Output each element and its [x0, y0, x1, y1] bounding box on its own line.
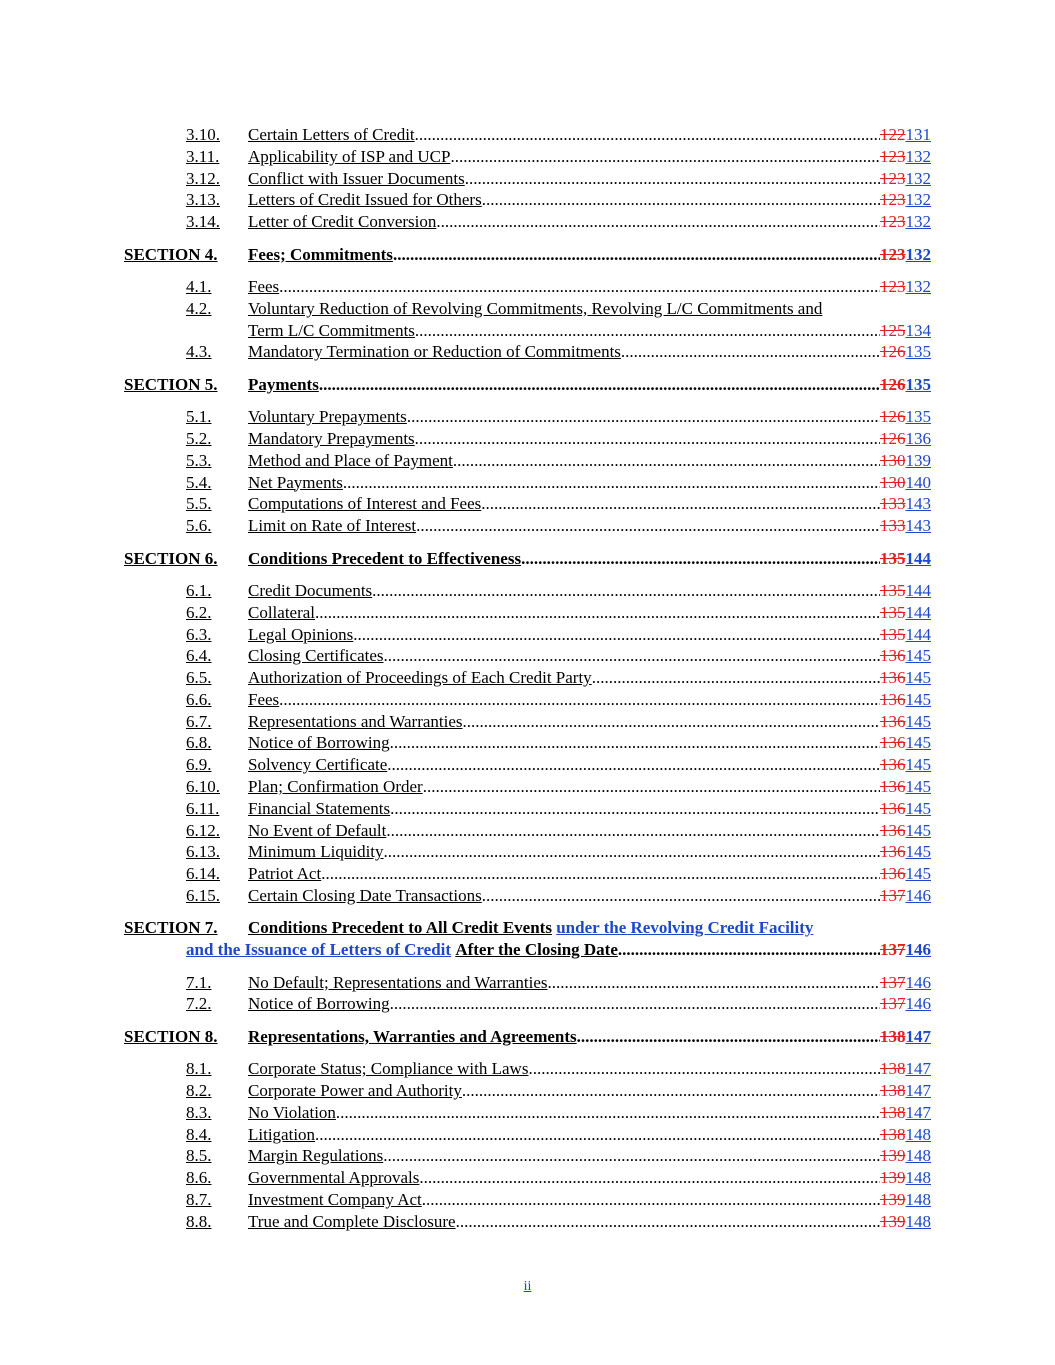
old-page-number: 136: [880, 711, 906, 731]
toc-entry[interactable]: [0, 580, 1055, 602]
entry-title[interactable]: Term L/C Commitments: [248, 320, 415, 340]
old-page-number: 136: [880, 689, 906, 709]
entry-number: 6.7.: [186, 711, 212, 731]
old-page-number: 133: [880, 494, 906, 514]
new-page-number[interactable]: 145: [905, 646, 931, 666]
new-page-number[interactable]: 134: [905, 320, 931, 340]
new-page-number[interactable]: 145: [905, 820, 931, 840]
entry-number: 6.15.: [186, 886, 220, 906]
toc-entry[interactable]: [0, 1167, 1055, 1189]
toc-entry[interactable]: [0, 776, 1055, 798]
new-page-number[interactable]: 146: [905, 994, 931, 1014]
entry-number: 3.12.: [186, 168, 220, 188]
new-page-number[interactable]: 145: [905, 668, 931, 688]
old-page-number: 133: [880, 516, 906, 536]
new-page-number[interactable]: 148: [905, 1190, 931, 1209]
entry-title[interactable]: Investment Company Act: [248, 1190, 422, 1209]
entry-number: 6.1.: [186, 580, 212, 600]
entry-title[interactable]: Solvency Certificate: [248, 755, 388, 775]
old-page-number: 123: [880, 190, 906, 210]
old-page-number: 123: [880, 168, 906, 188]
toc-entry[interactable]: [0, 624, 1055, 646]
new-page-number[interactable]: 145: [905, 689, 931, 709]
entry-title-line1[interactable]: Voluntary Reduction of Revolving Commitments, Revolving L/C Commitments and: [248, 298, 823, 318]
toc-entry[interactable]: [0, 993, 1055, 1015]
new-page-number[interactable]: 145: [905, 864, 931, 884]
toc-entry[interactable]: [0, 341, 1055, 363]
entry-title[interactable]: True and Complete Disclosure: [248, 1211, 456, 1231]
new-page-number[interactable]: 148: [905, 1168, 931, 1188]
inserted-text[interactable]: and the Issuance of Letters of Credit: [186, 940, 452, 960]
entry-number: 8.2.: [186, 1081, 212, 1101]
entry-number: 8.6.: [186, 1168, 212, 1188]
section-title[interactable]: Representations, Warranties and Agreements: [248, 1026, 577, 1046]
old-page-number: 125: [880, 320, 906, 340]
table-of-contents: [0, 124, 1055, 1233]
entry-title[interactable]: No Event of Default: [248, 820, 387, 840]
section-title[interactable]: Conditions Precedent to Effectiveness: [248, 548, 522, 568]
old-page-number: 137: [880, 972, 906, 992]
new-page-number[interactable]: 148: [905, 1211, 931, 1231]
old-page-number: 126: [880, 428, 906, 448]
old-page-number: 138: [880, 1124, 906, 1144]
entry-title[interactable]: Plan; Confirmation Order: [248, 777, 423, 797]
section-number: SECTION 7.: [124, 918, 218, 938]
entry-title[interactable]: Certain Letters of Credit: [248, 125, 415, 144]
entry-number: 8.1.: [186, 1059, 212, 1079]
entry-title[interactable]: Minimum Liquidity: [248, 842, 384, 862]
old-page-number: 136: [880, 646, 906, 666]
section-number: SECTION 8.: [124, 1026, 218, 1046]
new-page-number[interactable]: 144: [905, 602, 931, 622]
toc-entry[interactable]: [0, 146, 1055, 168]
entry-number: 6.9.: [186, 755, 212, 775]
toc-entry[interactable]: [0, 754, 1055, 776]
old-page-number: 126: [880, 374, 906, 394]
toc-entry[interactable]: [0, 1080, 1055, 1102]
entry-title[interactable]: Legal Opinions: [248, 624, 354, 644]
old-page-number: 135: [880, 580, 906, 600]
new-page-number[interactable]: 145: [905, 711, 931, 731]
new-page-number[interactable]: 145: [905, 733, 931, 753]
inserted-text[interactable]: under the Revolving Credit Facility: [556, 918, 814, 938]
toc-entry[interactable]: [0, 1102, 1055, 1124]
toc-entry[interactable]: [0, 820, 1055, 842]
toc-entry[interactable]: [0, 493, 1055, 515]
entry-title[interactable]: Method and Place of Payment: [248, 450, 453, 470]
entry-title[interactable]: Corporate Power and Authority: [248, 1081, 462, 1101]
toc-entry[interactable]: [0, 863, 1055, 885]
old-page-number: 130: [880, 450, 906, 470]
old-page-number: 137: [880, 940, 906, 960]
toc-entry[interactable]: [0, 189, 1055, 211]
toc-entry[interactable]: [0, 841, 1055, 863]
entry-title[interactable]: Letter of Credit Conversion: [248, 212, 437, 232]
toc-section-heading[interactable]: [0, 374, 1055, 396]
toc-entry[interactable]: [0, 645, 1055, 667]
entry-number: 3.13.: [186, 190, 220, 210]
old-page-number: 122: [880, 125, 906, 144]
entry-title[interactable]: Collateral: [248, 602, 316, 622]
entry-number: 6.11.: [186, 798, 220, 818]
old-page-number: 123: [880, 212, 906, 232]
entry-number: 6.2.: [186, 602, 212, 622]
toc-section-heading-continuation[interactable]: [0, 939, 1055, 961]
new-page-number[interactable]: 132: [905, 190, 931, 210]
entry-number: 5.1.: [186, 407, 212, 427]
new-page-number[interactable]: 135: [905, 374, 931, 394]
entry-number: 6.3.: [186, 624, 212, 644]
entry-title[interactable]: Fees: [248, 276, 280, 296]
entry-title[interactable]: Litigation: [248, 1124, 316, 1144]
old-page-number: 136: [880, 668, 906, 688]
toc-entry[interactable]: [0, 1189, 1055, 1211]
toc-entry[interactable]: [0, 428, 1055, 450]
new-page-number[interactable]: 143: [905, 516, 931, 536]
new-page-number[interactable]: 135: [905, 407, 931, 427]
entry-number: 4.1.: [186, 276, 212, 296]
entry-title[interactable]: Authorization of Proceedings of Each Credit Party: [248, 668, 592, 688]
new-page-number[interactable]: 132: [905, 276, 931, 296]
section-number: SECTION 5.: [124, 374, 218, 394]
new-page-number[interactable]: 135: [905, 342, 931, 362]
old-page-number: 123: [880, 276, 906, 296]
entry-number: 6.12.: [186, 820, 220, 840]
entry-number: 5.5.: [186, 494, 212, 514]
entry-number: 6.5.: [186, 668, 212, 688]
old-page-number: 136: [880, 842, 906, 862]
new-page-number[interactable]: 148: [905, 1124, 931, 1144]
entry-number: 8.8.: [186, 1211, 212, 1231]
toc-entry[interactable]: [0, 276, 1055, 298]
toc-entry-continuation[interactable]: [0, 320, 1055, 342]
new-page-number[interactable]: 146: [905, 972, 931, 992]
toc-entry[interactable]: [0, 885, 1055, 907]
old-page-number: 136: [880, 864, 906, 884]
toc-entry[interactable]: [0, 689, 1055, 711]
new-page-number[interactable]: 147: [905, 1081, 931, 1101]
old-page-number: 136: [880, 755, 906, 775]
old-page-number: 136: [880, 820, 906, 840]
toc-entry[interactable]: [0, 406, 1055, 428]
entry-title[interactable]: Representations and Warranties: [248, 711, 463, 731]
toc-entry[interactable]: [0, 124, 1055, 146]
entry-title[interactable]: Applicability of ISP and UCP: [248, 146, 451, 166]
entry-number: 6.6.: [186, 689, 212, 709]
toc-entry[interactable]: [0, 515, 1055, 537]
entry-number: 5.4.: [186, 472, 212, 492]
new-page-number[interactable]: 148: [905, 1146, 931, 1166]
old-page-number: 135: [880, 602, 906, 622]
entry-number: 7.1.: [186, 972, 212, 992]
old-page-number: 136: [880, 777, 906, 797]
entry-number: 6.8.: [186, 733, 212, 753]
section-title[interactable]: Fees; Commitments: [248, 244, 393, 264]
new-page-number[interactable]: 140: [905, 472, 931, 492]
new-page-number[interactable]: 139: [905, 450, 931, 470]
entry-number: 4.2.: [186, 298, 212, 318]
old-page-number: 139: [880, 1211, 906, 1231]
new-page-number[interactable]: 146: [905, 940, 931, 960]
section-title[interactable]: Payments: [248, 374, 319, 394]
toc-entry[interactable]: [0, 602, 1055, 624]
entry-number: 7.2.: [186, 994, 212, 1014]
entry-number: 8.3.: [186, 1102, 212, 1122]
entry-number: 5.6.: [186, 516, 212, 536]
entry-number: 8.5.: [186, 1146, 212, 1166]
old-page-number: 139: [880, 1168, 906, 1188]
entry-title[interactable]: Fees: [248, 689, 280, 709]
old-page-number: 138: [880, 1102, 906, 1122]
section-title[interactable]: After the Closing Date: [455, 940, 618, 960]
entry-title[interactable]: Letters of Credit Issued for Others: [248, 190, 482, 210]
entry-number: 5.3.: [186, 450, 212, 470]
entry-title[interactable]: No Violation: [248, 1102, 336, 1122]
entry-title[interactable]: Conflict with Issuer Documents: [248, 168, 465, 188]
section-number: SECTION 4.: [124, 244, 218, 264]
entry-title[interactable]: Notice of Borrowing: [248, 733, 390, 753]
new-page-number[interactable]: 145: [905, 777, 931, 797]
entry-number: 3.11.: [186, 146, 220, 166]
old-page-number: 138: [880, 1059, 906, 1079]
old-page-number: 136: [880, 733, 906, 753]
old-page-number: 139: [880, 1146, 906, 1166]
new-page-number[interactable]: 131: [905, 125, 931, 144]
old-page-number: 135: [880, 548, 906, 568]
new-page-number[interactable]: 144: [905, 624, 931, 644]
new-page-number[interactable]: 145: [905, 755, 931, 775]
entry-number: 5.2.: [186, 428, 212, 448]
entry-title[interactable]: Mandatory Prepayments: [248, 428, 415, 448]
new-page-number[interactable]: 147: [905, 1102, 931, 1122]
new-page-number[interactable]: 143: [905, 494, 931, 514]
new-page-number[interactable]: 145: [905, 842, 931, 862]
toc-entry[interactable]: [0, 1058, 1055, 1080]
toc-section-heading[interactable]: [0, 548, 1055, 570]
entry-title[interactable]: Credit Documents: [248, 580, 373, 600]
entry-number: 3.10.: [186, 125, 220, 144]
entry-number: 6.14.: [186, 864, 220, 884]
new-page-number[interactable]: 147: [905, 1059, 931, 1079]
toc-entry[interactable]: [0, 732, 1055, 754]
entry-title[interactable]: Voluntary Prepayments: [248, 407, 407, 427]
entry-title[interactable]: Certain Closing Date Transactions: [248, 886, 482, 906]
old-page-number: 137: [880, 994, 906, 1014]
toc-section-heading[interactable]: [0, 1026, 1055, 1048]
old-page-number: 138: [880, 1081, 906, 1101]
entry-number: 6.10.: [186, 777, 220, 797]
toc-entry[interactable]: [0, 798, 1055, 820]
new-page-number[interactable]: 146: [905, 886, 931, 906]
entry-title[interactable]: Financial Statements: [248, 798, 391, 818]
entry-title[interactable]: Computations of Interest and Fees: [248, 494, 482, 514]
toc-section-heading[interactable]: [0, 244, 1055, 266]
toc-entry[interactable]: [0, 667, 1055, 689]
entry-title[interactable]: Notice of Borrowing: [248, 994, 390, 1014]
new-page-number[interactable]: 145: [905, 798, 931, 818]
toc-entry[interactable]: [0, 1211, 1055, 1233]
toc-entry[interactable]: [0, 211, 1055, 233]
entry-number: 3.14.: [186, 212, 220, 232]
toc-entry[interactable]: [0, 168, 1055, 190]
new-page-number[interactable]: 147: [905, 1026, 931, 1046]
entry-title[interactable]: Patriot Act: [248, 864, 322, 884]
new-page-number[interactable]: 136: [905, 428, 931, 448]
entry-number: 6.4.: [186, 646, 212, 666]
entry-number: 8.4.: [186, 1124, 212, 1144]
toc-entry[interactable]: [0, 450, 1055, 472]
new-page-number[interactable]: 144: [905, 548, 931, 568]
entry-title[interactable]: Closing Certificates: [248, 646, 384, 666]
old-page-number: 123: [880, 244, 906, 264]
entry-title[interactable]: Net Payments: [248, 472, 343, 492]
entry-number: 8.7.: [186, 1190, 212, 1209]
page-number-footer[interactable]: ii: [523, 1279, 532, 1294]
toc-entry[interactable]: [0, 472, 1055, 494]
old-page-number: 126: [880, 407, 906, 427]
old-page-number: 123: [880, 146, 906, 166]
old-page-number: 139: [880, 1190, 906, 1209]
toc-entry[interactable]: [0, 1124, 1055, 1146]
toc-entry[interactable]: [0, 711, 1055, 733]
entry-title[interactable]: Limit on Rate of Interest: [248, 516, 417, 536]
old-page-number: 138: [880, 1026, 906, 1046]
new-page-number[interactable]: 132: [905, 212, 931, 232]
old-page-number: 137: [880, 886, 906, 906]
toc-entry[interactable]: [0, 1145, 1055, 1167]
old-page-number: 130: [880, 472, 906, 492]
entry-title[interactable]: Corporate Status; Compliance with Laws: [248, 1059, 529, 1079]
entry-title[interactable]: Mandatory Termination or Reduction of Commitments: [248, 342, 621, 362]
entry-number: 4.3.: [186, 342, 212, 362]
entry-number: 6.13.: [186, 842, 220, 862]
section-number: SECTION 6.: [124, 548, 218, 568]
old-page-number: 126: [880, 342, 906, 362]
new-page-number[interactable]: 144: [905, 580, 931, 600]
new-page-number[interactable]: 132: [905, 146, 931, 166]
new-page-number[interactable]: 132: [905, 168, 931, 188]
toc-entry[interactable]: [0, 972, 1055, 994]
entry-title[interactable]: No Default; Representations and Warranties: [248, 972, 548, 992]
entry-title[interactable]: Governmental Approvals: [248, 1168, 420, 1188]
section-title[interactable]: Conditions Precedent to All Credit Events: [248, 918, 552, 938]
old-page-number: 136: [880, 798, 906, 818]
toc-entry[interactable]: [0, 298, 1055, 320]
old-page-number: 135: [880, 624, 906, 644]
entry-title[interactable]: Margin Regulations: [248, 1146, 384, 1166]
toc-section-heading[interactable]: [0, 917, 1055, 939]
new-page-number[interactable]: 132: [905, 244, 931, 264]
